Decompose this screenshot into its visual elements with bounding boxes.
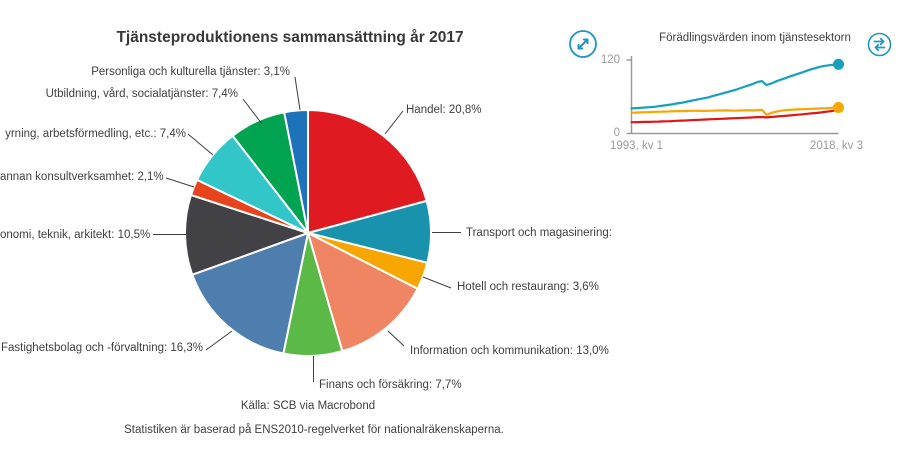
pie-label-information: Information och kommunikation: 13,0% <box>410 345 609 357</box>
expand-button[interactable] <box>568 29 598 59</box>
swap-button[interactable] <box>867 32 892 57</box>
footnote: Statistiken är baserad på ENS2010-regelverket för nationalräkenskaperna. <box>124 424 504 436</box>
pie-label-utbildning: Utbildning, vård, socialatjänster: 7,4% <box>45 88 238 100</box>
leader-line-konsult <box>166 178 194 187</box>
leader-line-personliga <box>295 77 300 110</box>
pie-slices <box>185 110 431 356</box>
expand-arrows-icon <box>568 29 598 59</box>
y-axis-label-min: 0 <box>613 127 620 139</box>
swap-arrows-icon <box>867 32 892 57</box>
line-series-orange-end-dot <box>833 102 844 113</box>
leader-line-fastighetsbolag <box>206 331 232 350</box>
leader-line-handel <box>385 111 403 134</box>
x-axis-label-end: 2018, kv 3 <box>809 140 863 152</box>
leader-line-uthyrning <box>188 134 213 155</box>
leader-line-information <box>388 331 404 346</box>
pie-label-handel: Handel: 20,8% <box>406 104 482 116</box>
leader-line-hotell <box>423 277 451 288</box>
line-series-teal-end-dot <box>833 59 844 70</box>
line-chart-series <box>632 59 845 122</box>
line-series-teal <box>632 64 839 108</box>
pie-label-fastighetsbolag: Fastighetsbolag och -förvaltning: 16,3% <box>0 342 203 354</box>
source-note: Källa: SCB via Macrobond <box>240 400 376 412</box>
y-axis-label-max: 120 <box>600 54 620 66</box>
pie-label-ekonomi: onomi, teknik, arkitekt: 10,5% <box>0 229 151 241</box>
pie-label-uthyrning: yrning, arbetsförmedling, etc.: 7,4% <box>5 128 186 140</box>
leader-line-utbildning <box>243 99 262 124</box>
pie-label-personliga: Personliga och kulturella tjänster: 3,1% <box>91 66 290 78</box>
pie-chart-title: Tjänsteproduktionens sammansättning år 2017 <box>116 29 464 46</box>
line-chart-title: Förädlingsvärden inom tjänstesektorn <box>659 32 851 44</box>
pie-label-transport: Transport och magasinering: <box>466 227 612 239</box>
pie-label-hotell: Hotell och restaurang: 3,6% <box>457 281 599 293</box>
pie-label-finans: Finans och försäkring: 7,7% <box>319 379 462 391</box>
x-axis-label-start: 1993, kv 1 <box>610 140 664 152</box>
pie-label-konsult: annan konsultverksamhet: 2,1% <box>0 171 164 183</box>
